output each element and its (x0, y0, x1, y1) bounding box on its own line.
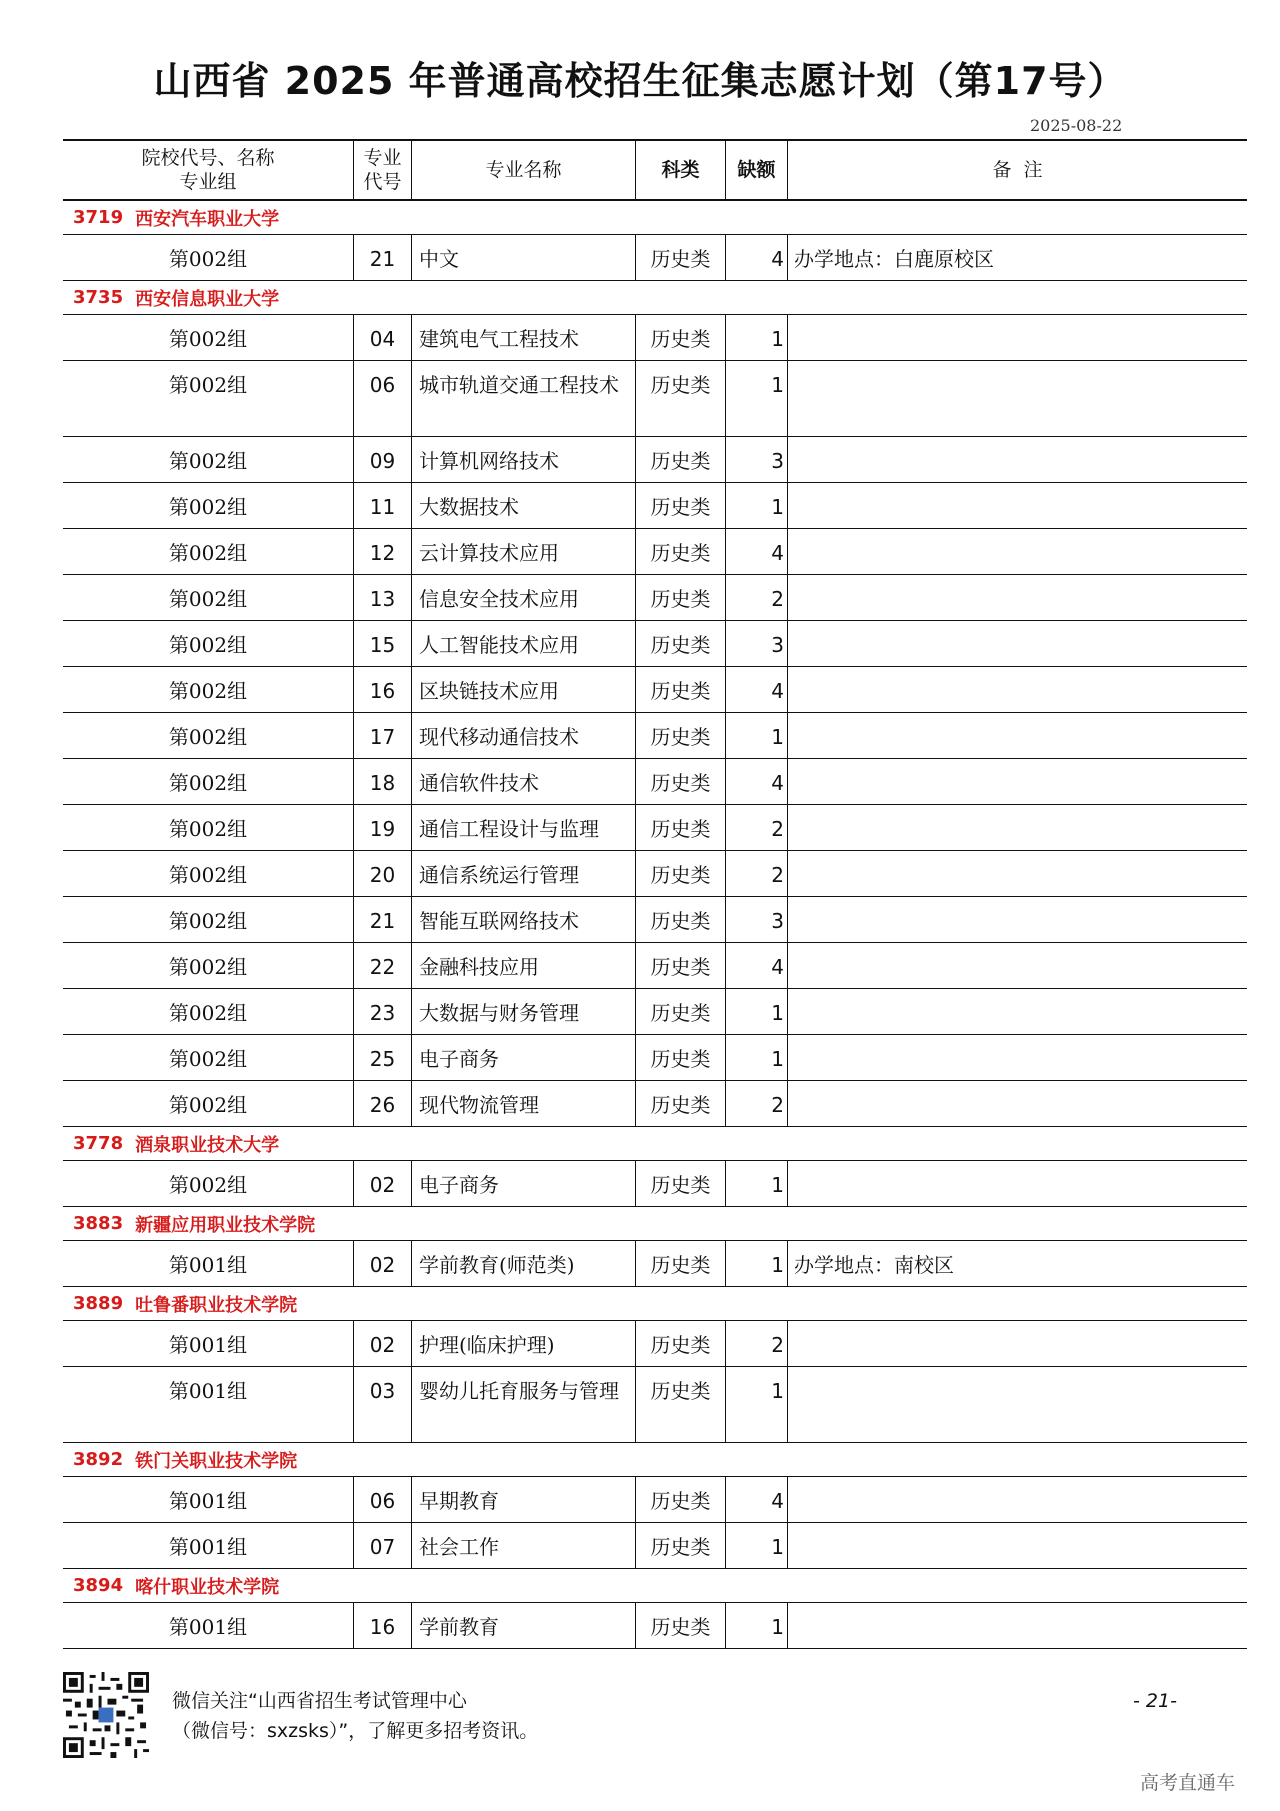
footer-wechat-note (172, 1686, 538, 1746)
major-code-cell: 09 (354, 437, 412, 482)
school-header (63, 281, 1247, 315)
major-code-cell: 03 (354, 1367, 412, 1442)
page-number: - 21- (1133, 1690, 1177, 1712)
major-name-cell: 通信软件技术 (412, 759, 636, 804)
note-cell (788, 575, 1247, 620)
category-cell: 历史类 (636, 575, 726, 620)
group-cell: 第002组 (63, 897, 354, 942)
group-cell: 第002组 (63, 483, 354, 528)
quota-cell: 1 (726, 1241, 788, 1286)
table-row (63, 989, 1247, 1035)
note-cell (788, 437, 1247, 482)
footer-line-1: 微信关注“山西省招生考试管理中心 (172, 1690, 467, 1712)
table-row (63, 315, 1247, 361)
table-row (63, 483, 1247, 529)
note-cell (788, 1321, 1247, 1366)
table-row (63, 1081, 1247, 1127)
major-name-cell: 现代移动通信技术 (412, 713, 636, 758)
group-cell: 第002组 (63, 575, 354, 620)
note-cell (788, 483, 1247, 528)
note-cell (788, 805, 1247, 850)
group-cell: 第002组 (63, 621, 354, 666)
major-code-cell: 26 (354, 1081, 412, 1126)
group-cell: 第002组 (63, 437, 354, 482)
category-cell: 历史类 (636, 759, 726, 804)
group-cell: 第002组 (63, 667, 354, 712)
category-cell: 历史类 (636, 1603, 726, 1648)
major-name-cell: 通信工程设计与监理 (412, 805, 636, 850)
category-cell: 历史类 (636, 1477, 726, 1522)
group-cell: 第001组 (63, 1241, 354, 1286)
note-cell (788, 851, 1247, 896)
category-cell: 历史类 (636, 1081, 726, 1126)
footer-line-2: （微信号：sxzsks）”，了解更多招考资讯。 (172, 1720, 539, 1742)
group-cell: 第002组 (63, 361, 354, 436)
major-name-cell: 中文 (412, 235, 636, 280)
category-cell: 历史类 (636, 1523, 726, 1568)
major-name-cell: 建筑电气工程技术 (412, 315, 636, 360)
quota-cell: 1 (726, 361, 788, 436)
note-cell (788, 759, 1247, 804)
note-cell (788, 897, 1247, 942)
group-cell: 第002组 (63, 1035, 354, 1080)
school-name: 吐鲁番职业技术学院 (135, 1294, 298, 1316)
table-row (63, 943, 1247, 989)
major-name-cell: 现代物流管理 (412, 1081, 636, 1126)
note-cell (788, 1035, 1247, 1080)
category-cell: 历史类 (636, 235, 726, 280)
note-cell (788, 361, 1247, 436)
header-quota: 缺额 (726, 141, 788, 199)
table-row (63, 851, 1247, 897)
major-name-cell: 电子商务 (412, 1035, 636, 1080)
school-code: 3883 (73, 1213, 124, 1234)
major-code-cell: 22 (354, 943, 412, 988)
note-cell: 办学地点：南校区 (794, 1253, 954, 1277)
quota-cell: 3 (726, 621, 788, 666)
major-code-cell: 06 (354, 1477, 412, 1522)
table-row (63, 1321, 1247, 1367)
major-name-cell: 信息安全技术应用 (412, 575, 636, 620)
school-code: 3735 (73, 287, 124, 308)
group-cell: 第002组 (63, 529, 354, 574)
note-cell (788, 1161, 1247, 1206)
note-cell (788, 943, 1247, 988)
note-cell (788, 1523, 1247, 1568)
major-code-cell: 25 (354, 1035, 412, 1080)
category-cell: 历史类 (636, 1035, 726, 1080)
group-cell: 第001组 (63, 1321, 354, 1366)
table-row (63, 1367, 1247, 1443)
note-cell (788, 713, 1247, 758)
category-cell: 历史类 (636, 361, 726, 436)
table-row (63, 667, 1247, 713)
major-code-cell: 19 (354, 805, 412, 850)
major-name-cell: 学前教育(师范类) (412, 1241, 636, 1286)
quota-cell: 1 (726, 1367, 788, 1442)
table-header (63, 141, 1247, 201)
category-cell: 历史类 (636, 621, 726, 666)
quota-cell: 4 (726, 759, 788, 804)
quota-cell: 1 (726, 989, 788, 1034)
major-name-cell: 通信系统运行管理 (412, 851, 636, 896)
major-code-cell: 07 (354, 1523, 412, 1568)
major-code-cell: 11 (354, 483, 412, 528)
major-name-cell: 智能互联网络技术 (412, 897, 636, 942)
school-header (63, 1127, 1247, 1161)
note-cell (788, 1603, 1247, 1648)
header-group-text: 院校代号、名称 专业组 (141, 147, 275, 193)
table-row (63, 1161, 1247, 1207)
quota-cell: 3 (726, 437, 788, 482)
category-cell: 历史类 (636, 667, 726, 712)
note-cell (788, 315, 1247, 360)
note-cell (788, 989, 1247, 1034)
table-row (63, 1035, 1247, 1081)
major-code-cell: 15 (354, 621, 412, 666)
major-name-cell: 社会工作 (412, 1523, 636, 1568)
major-name-cell: 大数据技术 (412, 483, 636, 528)
group-cell: 第002组 (63, 943, 354, 988)
major-name-cell: 早期教育 (412, 1477, 636, 1522)
category-cell: 历史类 (636, 315, 726, 360)
quota-cell: 3 (726, 897, 788, 942)
group-cell: 第002组 (63, 315, 354, 360)
quota-cell: 1 (726, 1161, 788, 1206)
note-cell (788, 621, 1247, 666)
major-code-cell: 16 (354, 1603, 412, 1648)
quota-cell: 4 (726, 1477, 788, 1522)
group-cell: 第001组 (63, 1477, 354, 1522)
qr-code-icon (63, 1672, 149, 1758)
group-cell: 第002组 (63, 713, 354, 758)
group-cell: 第002组 (63, 805, 354, 850)
table-row (63, 1241, 1247, 1287)
quota-cell: 1 (726, 1603, 788, 1648)
quota-cell: 1 (726, 1035, 788, 1080)
school-header (63, 1443, 1247, 1477)
major-name-cell: 婴幼儿托育服务与管理 (412, 1367, 636, 1442)
major-code-cell: 02 (354, 1161, 412, 1206)
major-name-cell: 金融科技应用 (412, 943, 636, 988)
school-header (63, 1287, 1247, 1321)
school-name: 西安信息职业大学 (135, 288, 280, 310)
note-cell (788, 667, 1247, 712)
table-row (63, 897, 1247, 943)
school-name: 西安汽车职业大学 (135, 208, 280, 230)
quota-cell: 4 (726, 943, 788, 988)
category-cell: 历史类 (636, 529, 726, 574)
quota-cell: 2 (726, 1081, 788, 1126)
category-cell: 历史类 (636, 805, 726, 850)
group-cell: 第002组 (63, 1081, 354, 1126)
school-name: 铁门关职业技术学院 (135, 1450, 298, 1472)
major-code-cell: 16 (354, 667, 412, 712)
note-cell (788, 1081, 1247, 1126)
table-row (63, 1477, 1247, 1523)
table-row (63, 437, 1247, 483)
table-row (63, 235, 1247, 281)
quota-cell: 1 (726, 483, 788, 528)
category-cell: 历史类 (636, 1161, 726, 1206)
major-name-cell: 电子商务 (412, 1161, 636, 1206)
header-notes: 备 注 (992, 159, 1043, 181)
quota-cell: 1 (726, 1523, 788, 1568)
major-name-cell: 护理(临床护理) (412, 1321, 636, 1366)
category-cell: 历史类 (636, 943, 726, 988)
note-cell: 办学地点：白鹿原校区 (794, 247, 994, 271)
table-row (63, 1603, 1247, 1649)
header-category: 科类 (636, 141, 726, 199)
major-code-cell: 06 (354, 361, 412, 436)
school-code: 3778 (73, 1133, 124, 1154)
major-code-cell: 21 (354, 235, 412, 280)
school-code: 3889 (73, 1293, 124, 1314)
publish-date: 2025-08-22 (1030, 116, 1123, 135)
quota-cell: 1 (726, 713, 788, 758)
note-cell (788, 1477, 1247, 1522)
school-name: 喀什职业技术学院 (135, 1576, 280, 1598)
school-code: 3894 (73, 1575, 124, 1596)
table-row (63, 805, 1247, 851)
table-row (63, 759, 1247, 805)
major-code-cell: 21 (354, 897, 412, 942)
group-cell: 第002组 (63, 759, 354, 804)
table-row (63, 361, 1247, 437)
note-cell (788, 529, 1247, 574)
group-cell: 第002组 (63, 989, 354, 1034)
major-name-cell: 人工智能技术应用 (412, 621, 636, 666)
major-name-cell: 计算机网络技术 (412, 437, 636, 482)
quota-cell: 2 (726, 1321, 788, 1366)
major-name-cell: 城市轨道交通工程技术 (412, 361, 636, 436)
note-cell (788, 1367, 1247, 1442)
quota-cell: 2 (726, 851, 788, 896)
quota-cell: 4 (726, 235, 788, 280)
major-code-cell: 04 (354, 315, 412, 360)
school-header (63, 201, 1247, 235)
category-cell: 历史类 (636, 989, 726, 1034)
group-cell: 第002组 (63, 1161, 354, 1206)
header-major-code (354, 141, 412, 199)
school-name: 新疆应用职业技术学院 (135, 1214, 316, 1236)
table-row (63, 621, 1247, 667)
header-group (63, 141, 354, 199)
major-code-cell: 23 (354, 989, 412, 1034)
group-cell: 第001组 (63, 1523, 354, 1568)
major-name-cell: 学前教育 (412, 1603, 636, 1648)
major-code-cell: 02 (354, 1241, 412, 1286)
table-row (63, 1523, 1247, 1569)
header-major-code-text: 专业 代号 (363, 147, 402, 193)
table-row (63, 713, 1247, 759)
school-name: 酒泉职业技术大学 (135, 1134, 280, 1156)
major-name-cell: 云计算技术应用 (412, 529, 636, 574)
school-code: 3719 (73, 207, 124, 228)
school-header (63, 1207, 1247, 1241)
category-cell: 历史类 (636, 1321, 726, 1366)
category-cell: 历史类 (636, 897, 726, 942)
category-cell: 历史类 (636, 483, 726, 528)
major-code-cell: 13 (354, 575, 412, 620)
major-name-cell: 大数据与财务管理 (412, 989, 636, 1034)
quota-cell: 4 (726, 667, 788, 712)
category-cell: 历史类 (636, 713, 726, 758)
major-code-cell: 12 (354, 529, 412, 574)
major-code-cell: 18 (354, 759, 412, 804)
table-body (63, 201, 1247, 1649)
group-cell: 第001组 (63, 1603, 354, 1648)
plan-table (63, 139, 1247, 1649)
page-title: 山西省 2025 年普通高校招生征集志愿计划（第17号） (153, 59, 1127, 103)
quota-cell: 1 (726, 315, 788, 360)
major-code-cell: 17 (354, 713, 412, 758)
quota-cell: 4 (726, 529, 788, 574)
quota-cell: 2 (726, 805, 788, 850)
group-cell: 第001组 (63, 1367, 354, 1442)
watermark: 高考直通车 (1140, 1772, 1236, 1794)
table-row (63, 529, 1247, 575)
school-code: 3892 (73, 1449, 124, 1470)
major-name-cell: 区块链技术应用 (412, 667, 636, 712)
category-cell: 历史类 (636, 1241, 726, 1286)
category-cell: 历史类 (636, 437, 726, 482)
header-major-name: 专业名称 (412, 141, 636, 199)
category-cell: 历史类 (636, 851, 726, 896)
major-code-cell: 02 (354, 1321, 412, 1366)
quota-cell: 2 (726, 575, 788, 620)
school-header (63, 1569, 1247, 1603)
group-cell: 第002组 (63, 235, 354, 280)
table-row (63, 575, 1247, 621)
group-cell: 第002组 (63, 851, 354, 896)
major-code-cell: 20 (354, 851, 412, 896)
category-cell: 历史类 (636, 1367, 726, 1442)
